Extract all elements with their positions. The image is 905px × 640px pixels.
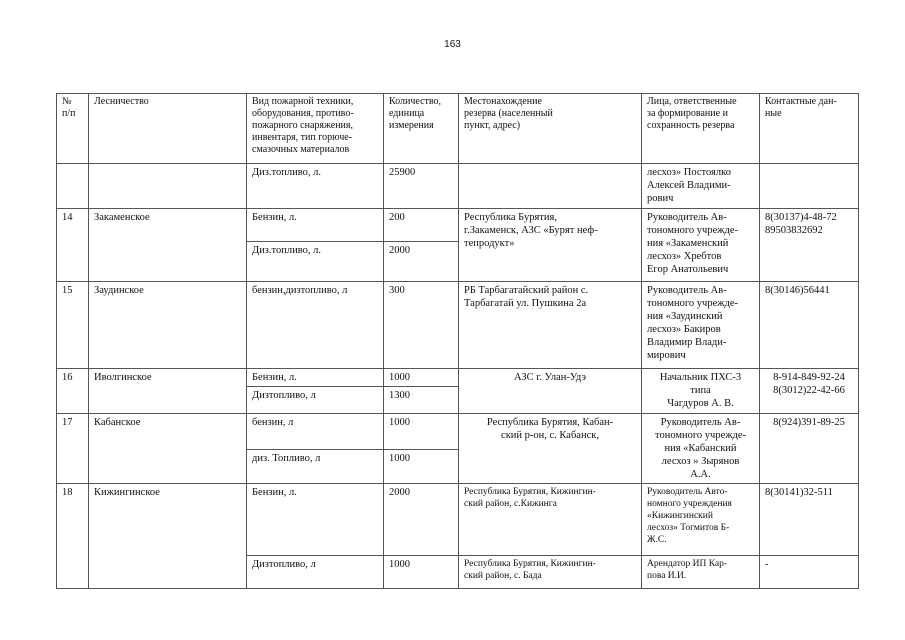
forestry-cell: Закаменское [89, 209, 247, 282]
contacts-cell: 8(30146)56441 [760, 282, 859, 369]
header-location: Местонахождение резерва (населенный пункт, адрес) [459, 94, 642, 164]
responsible-cell: лесхоз» Постоялко Алексей Владими- рович [642, 164, 760, 209]
quantity-cell: 25900 [384, 164, 459, 209]
forestry-cell: Иволгинское [89, 369, 247, 414]
row-num-cell: 18 [57, 484, 89, 589]
equipment-cell: Бензин, л. [247, 484, 384, 556]
contacts-cell [760, 164, 859, 209]
location-cell: Республика Бурятия, г.Закаменск, АЗС «Бурят неф- тепродукт» [459, 209, 642, 282]
responsible-cell: Начальник ПХС-3 типа Чагдуров А. В. [642, 369, 760, 414]
header-responsible: Лица, ответственные за формирование и сохранность резерва [642, 94, 760, 164]
header-num: № п/п [57, 94, 89, 164]
header-row [57, 94, 859, 164]
location-cell: АЗС г. Улан-Удэ [459, 369, 642, 414]
equipment-cell: бензин,дизтопливо, л [247, 282, 384, 369]
quantity-cell: 1000 [384, 450, 459, 484]
quantity-cell: 300 [384, 282, 459, 369]
equipment-cell: Бензин, л. [247, 209, 384, 242]
forestry-cell [89, 164, 247, 209]
quantity-cell: 1000 [384, 556, 459, 589]
equipment-cell: Диз.топливо, л. [247, 164, 384, 209]
row-num-cell: 17 [57, 414, 89, 484]
table-row [57, 164, 859, 209]
equipment-cell: диз. Топливо, л [247, 450, 384, 484]
equipment-cell: Дизтопливо, л [247, 556, 384, 589]
location-cell: Республика Бурятия, Кижингин- ский район, с.Кижинга [459, 484, 642, 556]
forestry-cell: Заудинское [89, 282, 247, 369]
row-num-cell [57, 164, 89, 209]
location-cell: РБ Тарбагатайский район с. Тарбагатай ул. Пушкина 2а [459, 282, 642, 369]
table-row [57, 369, 859, 387]
row-num-cell: 14 [57, 209, 89, 282]
contacts-cell: - [760, 556, 859, 589]
table-row [57, 282, 859, 369]
table-row [57, 209, 859, 242]
contacts-cell: 8(30141)32-511 [760, 484, 859, 556]
contacts-cell: 8(30137)4-48-72 89503832692 [760, 209, 859, 282]
location-cell: Республика Бурятия, Кабан- ский р-он, с. Кабанск, [459, 414, 642, 484]
table-row [57, 414, 859, 450]
equipment-cell: Дизтопливо, л [247, 387, 384, 414]
equipment-cell: Бензин, л. [247, 369, 384, 387]
row-num-cell: 15 [57, 282, 89, 369]
row-num-cell: 16 [57, 369, 89, 414]
contacts-cell: 8(924)391-89-25 [760, 414, 859, 484]
equipment-cell: бензин, л [247, 414, 384, 450]
header-forestry: Лесничество [89, 94, 247, 164]
responsible-cell: Руководитель Ав- тономного учрежде- ния «Закаменский лесхоз» Хребтов Егор Анатольевич [642, 209, 760, 282]
header-contacts: Контактные дан- ные [760, 94, 859, 164]
quantity-cell: 2000 [384, 242, 459, 282]
location-cell: Республика Бурятия, Кижингин- ский район, с. Бада [459, 556, 642, 589]
quantity-cell: 200 [384, 209, 459, 242]
forestry-cell: Кижингинское [89, 484, 247, 589]
responsible-cell: Арендатор ИП Кар- пова И.И. [642, 556, 760, 589]
quantity-cell: 1000 [384, 369, 459, 387]
header-quantity: Количество, единица измерения [384, 94, 459, 164]
forestry-cell: Кабанское [89, 414, 247, 484]
table-row [57, 484, 859, 556]
responsible-cell: Руководитель Ав- тономного учрежде- ния «Заудинский лесхоз» Бакиров Владимир Влади- мирович [642, 282, 760, 369]
page-number: 163 [444, 39, 461, 50]
quantity-cell: 1300 [384, 387, 459, 414]
header-equipment: Вид пожарной техники, оборудования, противо- пожарного снаряжения, инвентаря, тип горюче- смазочных материалов [247, 94, 384, 164]
contacts-cell: 8-914-849-92-24 8(3012)22-42-66 [760, 369, 859, 414]
quantity-cell: 1000 [384, 414, 459, 450]
quantity-cell: 2000 [384, 484, 459, 556]
fire-reserve-table [56, 93, 859, 589]
responsible-cell: Руководитель Авто- номного учреждения «Кижингинский лесхоз» Тогмитов Б- Ж.С. [642, 484, 760, 556]
responsible-cell: Руководитель Ав- тономного учрежде- ния «Кабанский лесхоз » Зырянов А.А. [642, 414, 760, 484]
equipment-cell: Диз.топливо, л. [247, 242, 384, 282]
location-cell [459, 164, 642, 209]
